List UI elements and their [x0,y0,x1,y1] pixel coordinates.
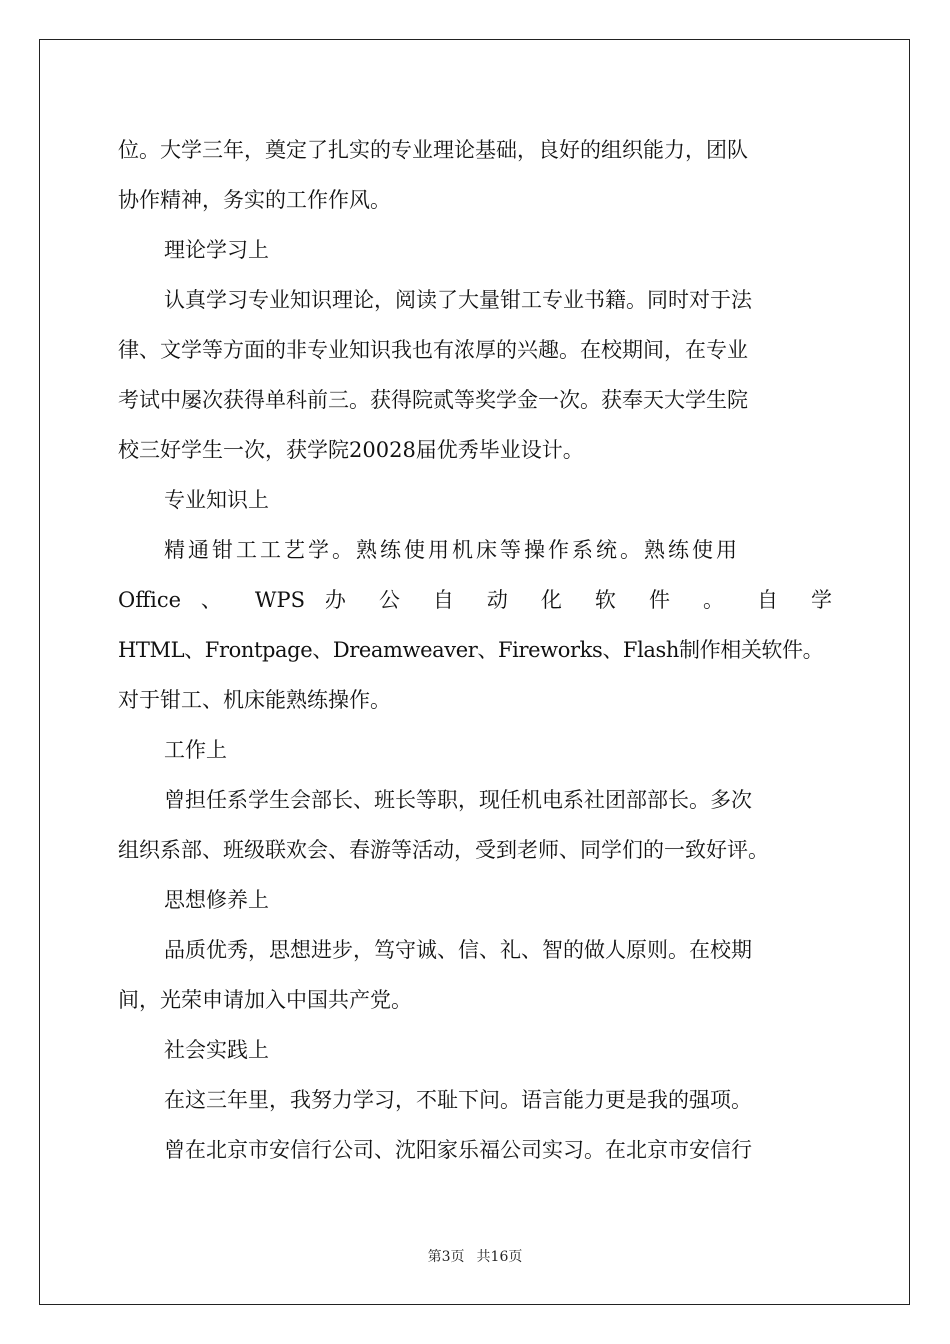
section-heading-practice: 社会实践上 [164,1038,269,1062]
text-line: 对于钳工、机床能熟练操作。 [118,688,391,712]
page-total: 共16页 [476,1249,523,1265]
section-heading-ideology: 思想修养上 [164,888,269,912]
text-line: 品质优秀，思想进步，笃守诚、信、礼、智的做人原则。在校期 [164,938,752,962]
text-line: 间，光荣申请加入中国共产党。 [118,988,412,1012]
text-line: 协作精神，务实的工作作风。 [118,188,391,212]
text-line: 考试中屡次获得单科前三。获得院贰等奖学金一次。获奉天大学生院 [118,388,748,412]
text-line: 精通钳工工艺学。熟练使用机床等操作系统。熟练使用 [164,538,740,562]
text-line: 组织系部、班级联欢会、春游等活动，受到老师、同学们的一致好评。 [118,838,769,862]
section-heading-work: 工作上 [164,738,227,762]
text-line: HTML、Frontpage、Dreamweaver、Fireworks、Flash制作相关软件。 [118,638,824,662]
section-heading-professional: 专业知识上 [164,488,269,512]
text-line: 律、文学等方面的非专业知识我也有浓厚的兴趣。在校期间，在专业 [118,338,748,362]
text-line: 校三好学生一次，获学院20028届优秀毕业设计。 [118,438,584,462]
text-line: 曾担任系学生会部长、班长等职，现任机电系社团部部长。多次 [164,788,752,812]
text-line: 在这三年里，我努力学习，不耻下问。语言能力更是我的强项。 [164,1088,752,1112]
section-heading-theory: 理论学习上 [164,238,269,262]
document-body [118,128,832,1178]
text-line: 曾在北京市安信行公司、沈阳家乐福公司实习。在北京市安信行 [164,1138,752,1162]
text-line: 位。大学三年，奠定了扎实的专业理论基础，良好的组织能力，团队 [118,138,748,162]
text-line: Office 、 WPS 办 公 自 动 化 软 件 。 自 学 [118,588,832,612]
page-number: 第3页 [427,1249,465,1265]
page-footer [0,1246,950,1266]
text-line: 认真学习专业知识理论，阅读了大量钳工专业书籍。同时对于法 [164,288,752,312]
